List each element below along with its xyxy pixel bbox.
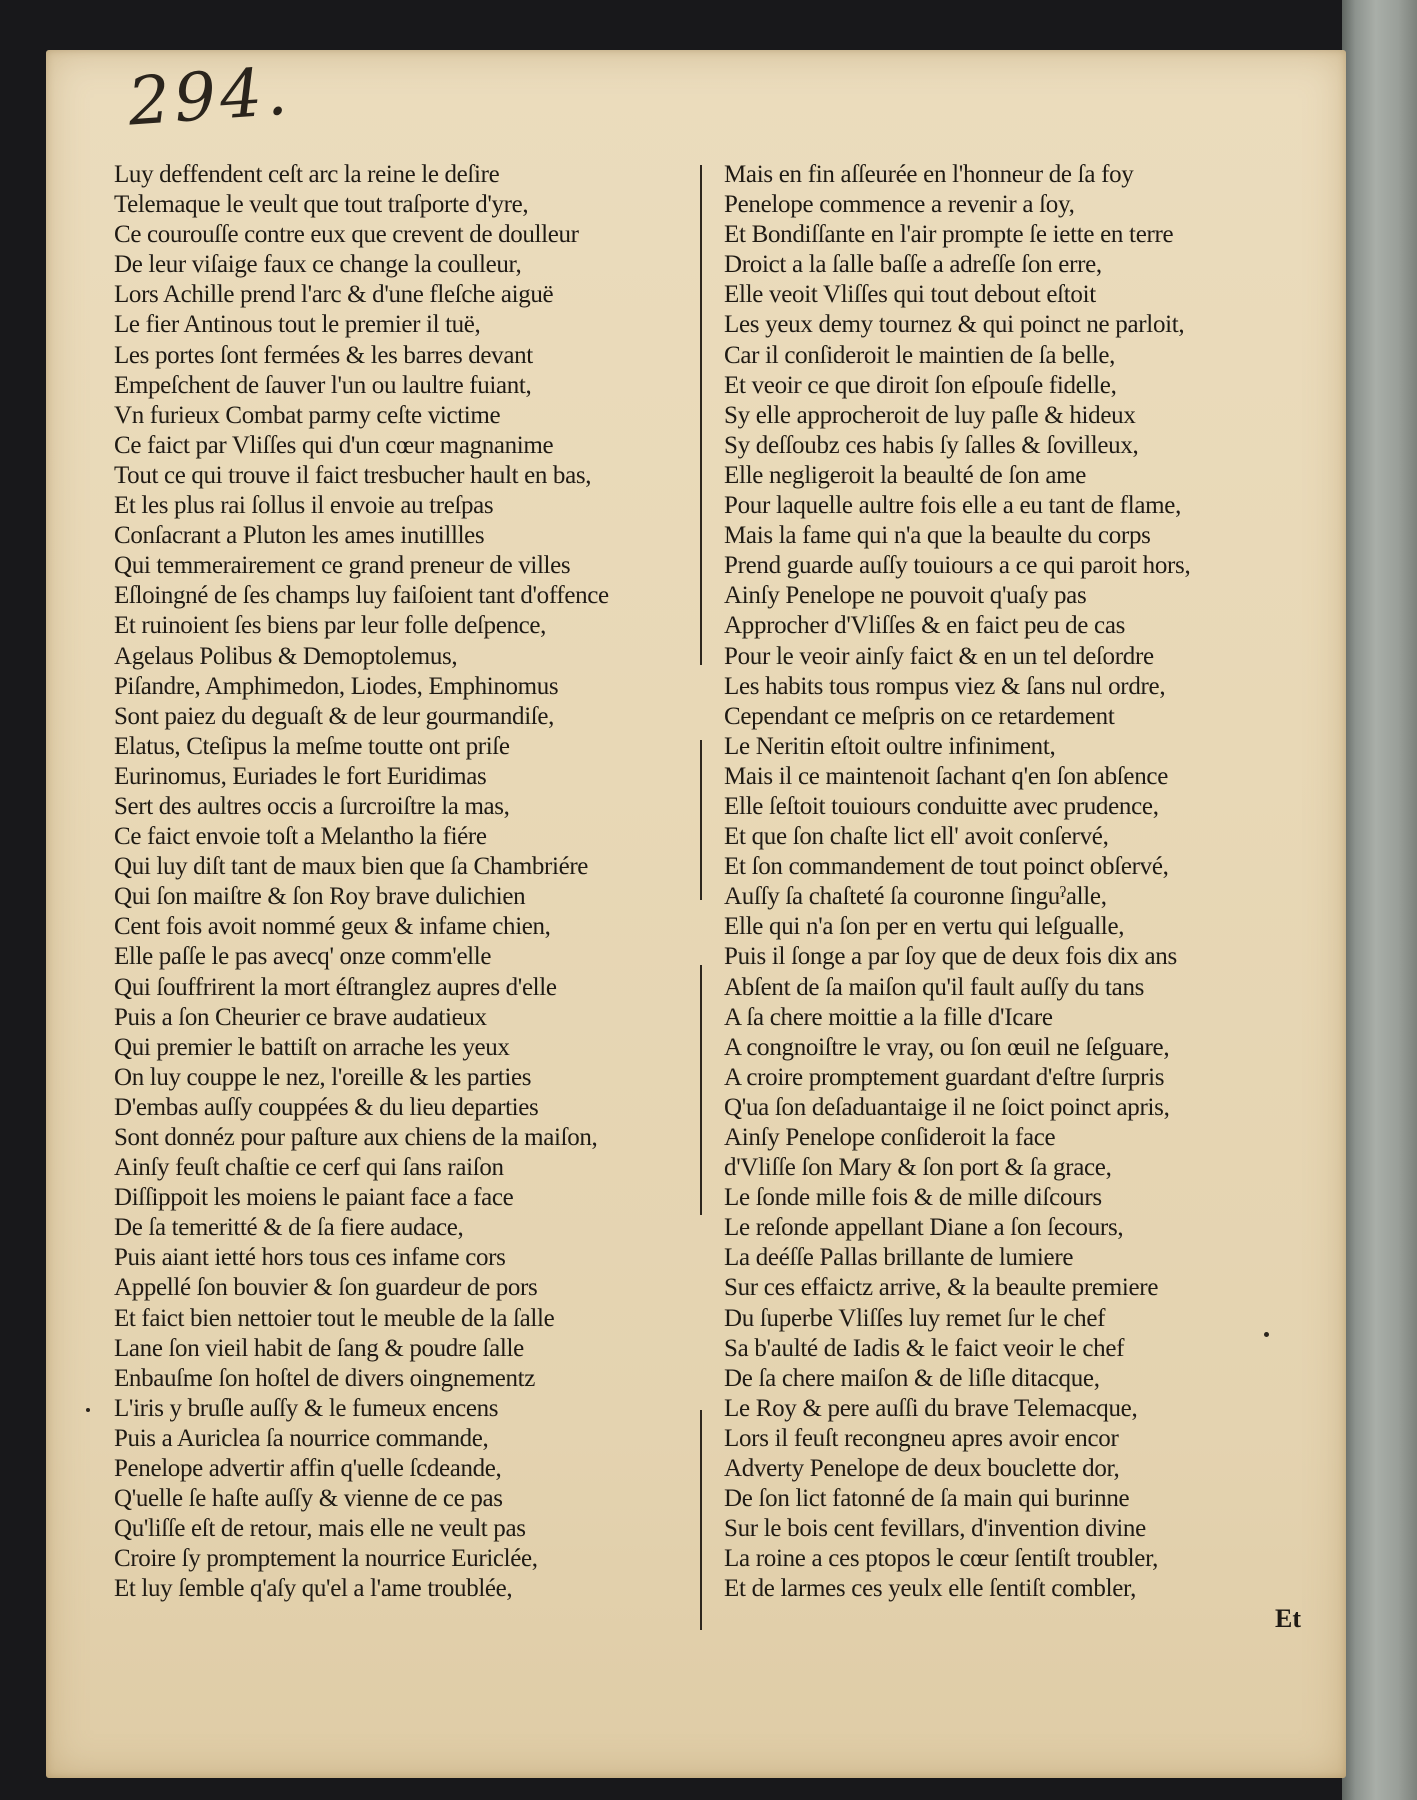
book-binding-edge (1342, 0, 1417, 1800)
text-line: A croire promptement guardant d'eſtre ſurpris (724, 1063, 1165, 1091)
text-line: La roine a ces ptopos le cœur ſentiſt troubler, (724, 1545, 1159, 1573)
text-line: Les portes ſont fermées & les barres devant (114, 341, 533, 369)
text-line: Sont donnéz pour paſture aux chiens de la maiſon, (114, 1124, 598, 1151)
text-line: Les yeux demy tournez & qui poinct ne parloit, (724, 311, 1185, 339)
text-line: Lors Achille prend l'arc & d'une fleſche aiguë (114, 281, 554, 309)
text-line: Qui temmerairement ce grand preneur de villes (114, 552, 571, 580)
column-divider-rule (700, 1410, 702, 1630)
text-line: Elle ſeſtoit touiours conduitte avec prudence, (724, 792, 1159, 820)
text-line: Adverty Penelope de deux bouclette dor, (724, 1455, 1120, 1483)
text-line: Qui luy diſt tant de maux bien que ſa Chambriére (114, 853, 589, 881)
text-line: Qui ſon maiſtre & ſon Roy brave dulichien (114, 883, 526, 911)
text-line: Pour le veoir ainſy faict & en un tel deſordre (724, 642, 1154, 670)
text-line: Tout ce qui trouve il faict tresbucher hault en bas, (114, 461, 592, 489)
text-line: Et veoir ce que diroit ſon eſpouſe fidelle, (724, 371, 1117, 399)
text-line: Mais la fame qui n'a que la beaulte du corps (724, 522, 1151, 550)
text-line: Auſſy ſa chaſteté ſa couronne ſinguˀalle, (724, 883, 1107, 911)
text-line: Vn furieux Combat parmy ceſte victime (114, 401, 501, 429)
text-line: Du ſuperbe Vliſſes luy remet ſur le chef (724, 1304, 1106, 1332)
text-line: Ce courouſſe contre eux que crevent de doulleur (114, 221, 579, 249)
text-line: Et ruinoient ſes biens par leur folle deſpence, (114, 612, 547, 640)
text-line: Sont paiez du deguaſt & de leur gourmandiſe, (114, 702, 555, 730)
text-line: Q'ua ſon deſaduantaige il ne ſoict poinct apris, (724, 1093, 1170, 1121)
text-line: Et faict bien nettoier tout le meuble de la ſalle (114, 1304, 555, 1332)
text-line: Appellé ſon bouvier & ſon guardeur de pors (114, 1274, 538, 1302)
text-line: Sy elle approcheroit de luy paſle & hideux (724, 401, 1136, 429)
text-line: Luy deffendent ceſt arc la reine le deſire (114, 161, 500, 188)
text-line: Qu'liſſe eſt de retour, mais elle ne veult pas (114, 1515, 526, 1543)
text-line: d'Vliſſe ſon Mary & ſon port & ſa grace, (724, 1154, 1112, 1182)
text-line: D'embas auſſy couppées & du lieu departies (114, 1093, 539, 1121)
text-line: Abſent de ſa maiſon qu'il fault auſſy du tans (724, 973, 1145, 1001)
text-line: Et Bondiſſante en l'air prompte ſe iette en terre (724, 221, 1174, 249)
text-line: Mais il ce maintenoit ſachant q'en ſon abſence (724, 762, 1169, 790)
column-divider-rule (700, 165, 702, 665)
ink-speck (1264, 1332, 1269, 1337)
text-line: L'iris y bruſle auſſy & le fumeux encens (114, 1394, 499, 1422)
text-line: La deéſſe Pallas brillante de lumiere (724, 1244, 1074, 1272)
text-line: De ſon lict fatonné de ſa main qui burinne (724, 1485, 1130, 1513)
text-line: Enbauſme ſon hoſtel de divers oingnementz (114, 1364, 535, 1392)
text-line: Le fier Antinous tout le premier il tuë, (114, 311, 481, 339)
text-line: Puis il ſonge a par ſoy que de deux fois dix ans (724, 943, 1177, 971)
text-line: Qui premier le battiſt on arrache les yeux (114, 1033, 510, 1061)
text-line: Puis a ſon Cheurier ce brave audatieux (114, 1003, 487, 1031)
text-line: Penelope advertir affin q'uelle ſcdeande, (114, 1455, 502, 1483)
text-line: Croire ſy promptement la nourrice Euriclée, (114, 1545, 538, 1573)
text-line: Et les plus rai ſollus il envoie au treſpas (114, 492, 494, 520)
text-line: Penelope commence a revenir a ſoy, (724, 191, 1075, 219)
text-line: Le Neritin eſtoit oultre infiniment, (724, 732, 1056, 760)
text-line: Sert des aultres occis a ſurcroiſtre la mas, (114, 792, 510, 820)
text-line: Car il conſideroit le maintien de ſa belle, (724, 341, 1116, 369)
text-line: Pour laquelle aultre fois elle a eu tant de flame, (724, 492, 1182, 520)
text-line: Mais en fin aſſeurée en l'honneur de ſa foy (724, 161, 1134, 188)
text-line: Agelaus Polibus & Demoptolemus, (114, 642, 458, 670)
text-line: Prend guarde auſſy touiours a ce qui paroit hors, (724, 552, 1191, 580)
text-line: Ce faict envoie toſt a Melantho la fiére (114, 823, 487, 851)
text-line: Les habits tous rompus viez & ſans nul ordre, (724, 672, 1166, 700)
right-text-column (724, 160, 1304, 1605)
text-line: De ſa temeritté & de ſa fiere audace, (114, 1214, 464, 1242)
catchword: Et (1275, 1604, 1301, 1633)
text-line: Le Roy & pere auſſi du brave Telemacque, (724, 1394, 1138, 1422)
text-line: Lors il feuſt recongneu apres avoir encor (724, 1424, 1119, 1452)
text-line: Telemaque le veult que tout traſporte d'yre, (114, 191, 529, 219)
text-line: Puis a Auriclea ſa nourrice commande, (114, 1424, 489, 1452)
left-text-column (114, 160, 704, 1605)
text-line: Approcher d'Vliſſes & en faict peu de cas (724, 612, 1126, 640)
column-divider-rule (700, 965, 702, 1215)
text-line: Elle negligeroit la beaulté de ſon ame (724, 461, 1087, 489)
text-line: Sy deſſoubz ces habis ſy ſalles & ſovilleux, (724, 431, 1139, 459)
text-line: Elle qui n'a ſon per en vertu qui leſgualle, (724, 913, 1125, 941)
text-line: Ainſy Penelope ne pouvoit q'uaſy pas (724, 582, 1087, 610)
text-line: Sa b'aulté de Iadis & le faict veoir le chef (724, 1334, 1125, 1362)
page-number: 294. (125, 52, 294, 141)
text-line: Empeſchent de ſauver l'un ou laultre fuiant, (114, 371, 532, 399)
text-line: Elle paſſe le pas avecq' onze comm'elle (114, 943, 492, 971)
text-line: De leur viſaige faux ce change la coulleur, (114, 251, 522, 279)
ink-speck (86, 1408, 90, 1412)
text-line: Conſacrant a Pluton les ames inutillles (114, 522, 485, 550)
text-line: Elle veoit Vliſſes qui tout debout eſtoit (724, 281, 1096, 309)
text-line: Qui ſouffrirent la mort éſtranglez aupres d'elle (114, 973, 557, 1001)
text-line: Piſandre, Amphimedon, Liodes, Emphinomus (114, 672, 559, 700)
text-line: Lane ſon vieil habit de ſang & poudre ſalle (114, 1334, 524, 1362)
text-line: Ainſy Penelope conſideroit la face (724, 1124, 1056, 1151)
text-line: Droict a la ſalle baſſe a adreſſe ſon erre, (724, 251, 1102, 279)
text-line: Ce faict par Vliſſes qui d'un cœur magnanime (114, 431, 554, 459)
text-line: Sur ces effaictz arrive, & la beaulte premiere (724, 1274, 1159, 1302)
text-line: Diſſippoit les moiens le paiant face a face (114, 1184, 514, 1212)
column-divider-rule (700, 740, 702, 900)
text-line: Q'uelle ſe haſte auſſy & vienne de ce pas (114, 1485, 503, 1513)
text-line: Cent fois avoit nommé geux & infame chien, (114, 913, 551, 941)
text-line: Eurinomus, Euriades le fort Euridimas (114, 762, 487, 790)
text-line: Et luy ſemble q'aſy qu'el a l'ame troublée, (114, 1575, 513, 1603)
text-line: Et que ſon chaſte lict ell' avoit conſervé, (724, 823, 1109, 851)
text-line: A congnoiſtre le vray, ou ſon œuil ne ſeſguare, (724, 1033, 1170, 1061)
text-line: A ſa chere moittie a la fille d'Icare (724, 1003, 1053, 1031)
text-line: Cependant ce meſpris on ce retardement (724, 702, 1115, 730)
text-line: Sur le bois cent fevillars, d'invention divine (724, 1515, 1146, 1543)
text-line: Elatus, Cteſipus la meſme toutte ont priſe (114, 732, 510, 760)
text-line: Eſloingné de ſes champs luy faiſoient tant d'offence (114, 582, 609, 610)
text-line: Et ſon commandement de tout poinct obſervé, (724, 853, 1169, 881)
text-line: Puis aiant ietté hors tous ces infame cors (114, 1244, 506, 1272)
text-line: Le reſonde appellant Diane a ſon ſecours, (724, 1214, 1124, 1242)
text-line: Ainſy feuſt chaſtie ce cerf qui ſans raiſon (114, 1154, 504, 1182)
text-line: On luy couppe le nez, l'oreille & les parties (114, 1063, 532, 1091)
text-line: De ſa chere maiſon & de liſle ditacque, (724, 1364, 1100, 1392)
text-line: Et de larmes ces yeulx elle ſentiſt combler, (724, 1575, 1137, 1603)
text-line: Le ſonde mille fois & de mille diſcours (724, 1184, 1102, 1212)
